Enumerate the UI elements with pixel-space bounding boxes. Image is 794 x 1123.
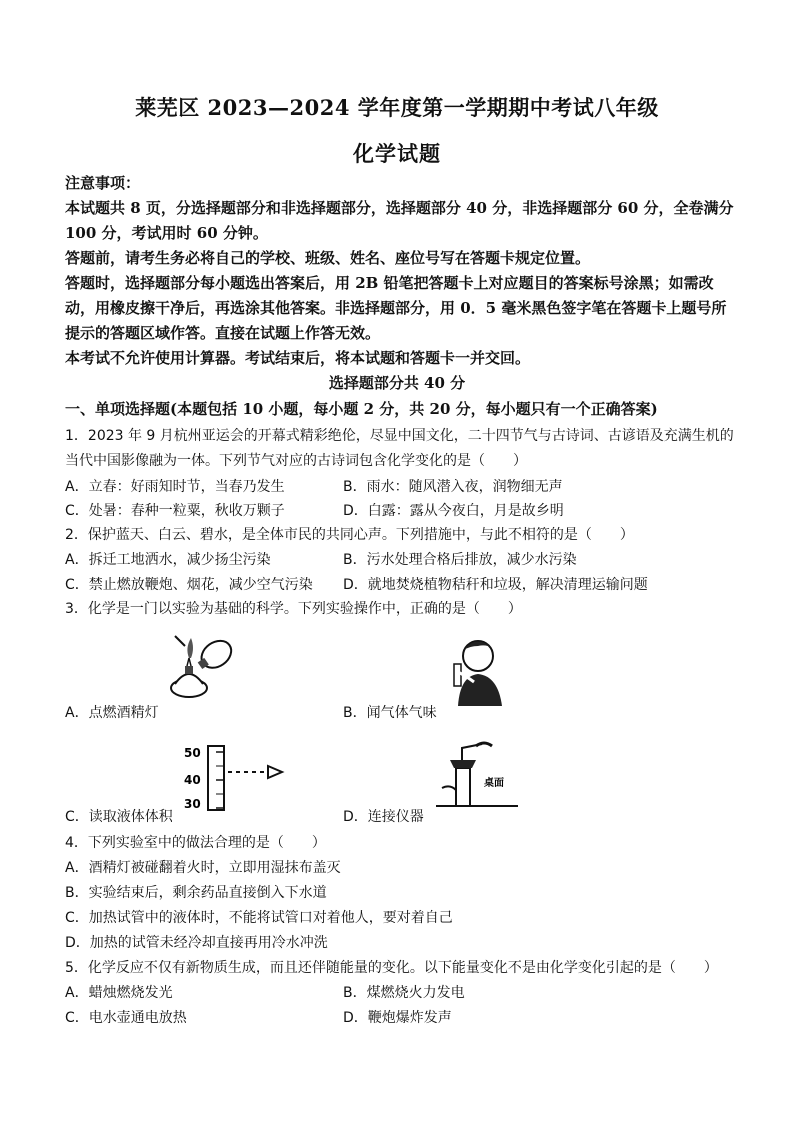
cylinder-mark-50: 50 <box>184 746 201 760</box>
q5-option-a: A．蜡烛燃烧发光 <box>65 985 173 1001</box>
question-2-stem: 2．保护蓝天、白云、碧水，是全体市民的共同心声。下列措施中，与此不相符的是（ ） <box>65 527 634 543</box>
note-line: 本试题共 8 页，分选择题部分和非选择题部分，选择题部分 40 分，非选择题部分 60 分，全卷满分 100 分，考试用时 60 分钟。 <box>65 199 734 242</box>
figure-smelling-gas <box>436 636 516 708</box>
desk-label: 桌面 <box>484 778 504 789</box>
figure-connect-apparatus <box>432 740 522 812</box>
question-5-stem: 5．化学反应不仅有新物质生成，而且还伴随能量的变化。以下能量变化不是由化学变化引起的是（ ） <box>65 960 718 976</box>
q4-option-a: A．酒精灯被碰翻着火时，立即用湿抹布盖灭 <box>65 860 341 876</box>
notes-heading: 注意事项： <box>65 174 141 192</box>
q3-option-a: A．点燃酒精灯 <box>65 705 159 721</box>
q4-option-c: C．加热试管中的液体时，不能将试管口对着他人，要对着自己 <box>65 910 453 926</box>
exam-subtitle: 化学试题 <box>353 141 441 166</box>
q3-option-d: D．连接仪器 <box>343 809 424 825</box>
q1-option-c: C．处暑：春种一粒粟，秋收万颗子 <box>65 503 285 519</box>
q5-option-d: D．鞭炮爆炸发声 <box>343 1010 452 1026</box>
question-4-stem: 4．下列实验室中的做法合理的是（ ） <box>65 835 326 851</box>
cylinder-mark-40: 40 <box>184 773 201 787</box>
q1-option-a: A．立春：好雨知时节，当春乃发生 <box>65 479 285 495</box>
exam-title: 莱芜区 2023—2024 学年度第一学期期中考试八年级 <box>135 95 659 120</box>
q1-option-d: D．白露：露从今夜白，月是故乡明 <box>343 503 564 519</box>
q2-option-c: C．禁止燃放鞭炮、烟花，减少空气污染 <box>65 577 313 593</box>
q2-option-b: B．污水处理合格后排放，减少水污染 <box>343 552 577 568</box>
note-line: 本考试不允许使用计算器。考试结束后，将本试题和答题卡一并交回。 <box>65 349 531 367</box>
cylinder-mark-30: 30 <box>184 797 201 811</box>
note-line: 答题前，请考生务必将自己的学校、班级、姓名、座位号写在答题卡规定位置。 <box>65 249 591 267</box>
q1-option-b: B．雨水：随风潜入夜，润物细无声 <box>343 479 563 495</box>
q3-option-b: B．闻气体气味 <box>343 705 437 721</box>
question-3-stem: 3．化学是一门以实验为基础的科学。下列实验操作中，正确的是（ ） <box>65 601 522 617</box>
part-heading: 一、单项选择题(本题包括 10 小题，每小题 2 分，共 20 分，每小题只有一个正确答案) <box>65 400 658 418</box>
note-line: 答题时，选择题部分每小题选出答案后，用 2B 铅笔把答题卡上对应题目的答案标号涂黑；如需改动，用橡皮擦干净后，再选涂其他答案。非选择题部分，用 0．5 毫米黑色签字笔在答题卡上题号所提示的答题区域作答。直接在试题上作答无效。 <box>65 274 727 342</box>
question-1-stem: 1．2023 年 9 月杭州亚运会的开幕式精彩绝伦，尽显中国文化，二十四节气与古诗词、古谚语及充满生机的当代中国影像融为一体。下列节气对应的古诗词包含化学变化的是（ ） <box>65 428 734 469</box>
q2-option-d: D．就地焚烧植物秸秆和垃圾，解决清理运输问题 <box>343 577 648 593</box>
q5-option-b: B．煤燃烧火力发电 <box>343 985 465 1001</box>
figure-alcohol-lamp <box>165 628 245 703</box>
q2-option-a: A．拆迁工地洒水，减少扬尘污染 <box>65 552 271 568</box>
q5-option-c: C．电水壶通电放热 <box>65 1010 187 1026</box>
figure-graduated-cylinder <box>180 742 290 814</box>
q3-option-c: C．读取液体体积 <box>65 809 173 825</box>
q4-option-d: D．加热的试管未经冷却直接再用冷水冲洗 <box>65 935 328 951</box>
q4-option-b: B．实验结束后，剩余药品直接倒入下水道 <box>65 885 327 901</box>
section-heading: 选择题部分共 40 分 <box>328 374 466 392</box>
notes-block <box>65 196 735 371</box>
